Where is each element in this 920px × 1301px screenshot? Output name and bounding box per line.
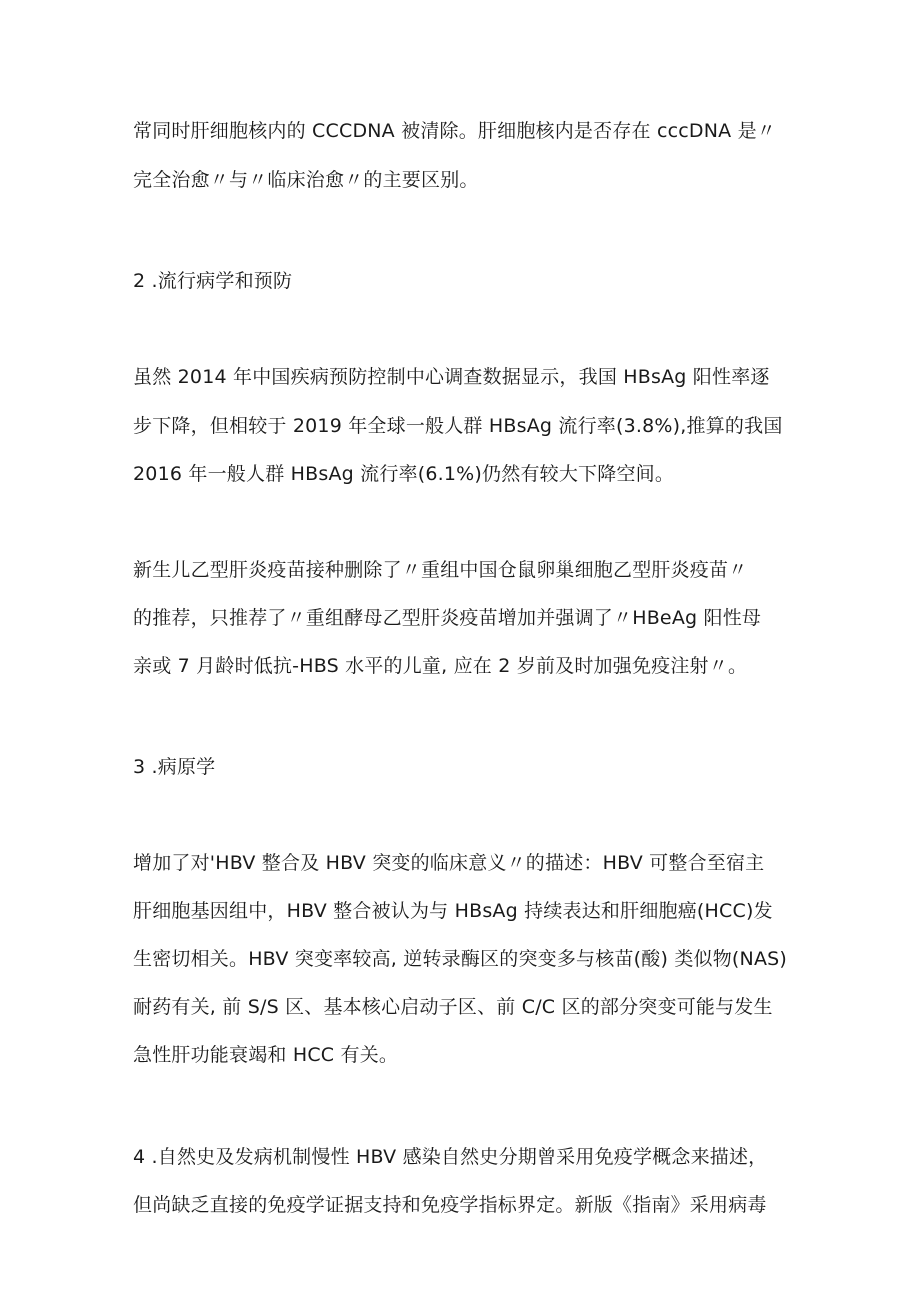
etiology-para-line-2: 肝细胞基因组中，HBV 整合被认为与 HBsAg 持续表达和肝细胞癌(HCC)发 xyxy=(133,900,773,922)
section-heading-epidemiology: 2 .流行病学和预防 xyxy=(133,270,293,292)
section-heading-etiology: 3 .病原学 xyxy=(133,756,216,778)
epidemiology-para2-line-3: 亲或 7 月龄时低抗-HBS 水平的儿童, 应在 2 岁前及时加强免疫注射〃。 xyxy=(133,655,748,677)
etiology-para-line-4: 耐药有关, 前 S/S 区、基本核心启动子区、前 C/C 区的部分突变可能与发生 xyxy=(133,996,773,1018)
intro-line-2: 完全治愈〃与〃临床治愈〃的主要区别。 xyxy=(133,169,479,191)
etiology-para-line-3: 生密切相关。HBV 突变率较高, 逆转录酶区的突变多与核苗(酸) 类似物(NAS) xyxy=(133,948,788,970)
epidemiology-para1-line-1: 虽然 2014 年中国疾病预防控制中心调查数据显示，我国 HBsAg 阳性率逐 xyxy=(133,366,770,388)
epidemiology-para1-line-3: 2016 年一般人群 HBsAg 流行率(6.1%)仍然有较大下降空间。 xyxy=(133,463,675,485)
natural-history-line-1: 4 .自然史及发病机制慢性 HBV 感染自然史分期曾采用免疫学概念来描述， xyxy=(133,1146,768,1168)
epidemiology-para1-line-2: 步下降，但相较于 2019 年全球一般人群 HBsAg 流行率(3.8%),推算的我国 xyxy=(133,415,783,437)
etiology-para-line-5: 急性肝功能衰竭和 HCC 有关。 xyxy=(133,1044,399,1066)
natural-history-line-2: 但尚缺乏直接的免疫学证据支持和免疫学指标界定。新版《指南》采用病毒 xyxy=(133,1194,767,1216)
epidemiology-para2-line-1: 新生儿乙型肝炎疫苗接种删除了〃重组中国仓鼠卵巢细胞乙型肝炎疫苗〃 xyxy=(133,559,748,581)
epidemiology-para2-line-2: 的推荐，只推荐了〃重组酵母乙型肝炎疫苗增加并强调了〃HBeAg 阳性母 xyxy=(133,607,762,629)
etiology-para-line-1: 增加了对'HBV 整合及 HBV 突变的临床意义〃的描述：HBV 可整合至宿主 xyxy=(133,852,765,874)
intro-line-1: 常同时肝细胞核内的 CCCDNA 被清除。肝细胞核内是否存在 cccDNA 是〃 xyxy=(133,120,776,142)
